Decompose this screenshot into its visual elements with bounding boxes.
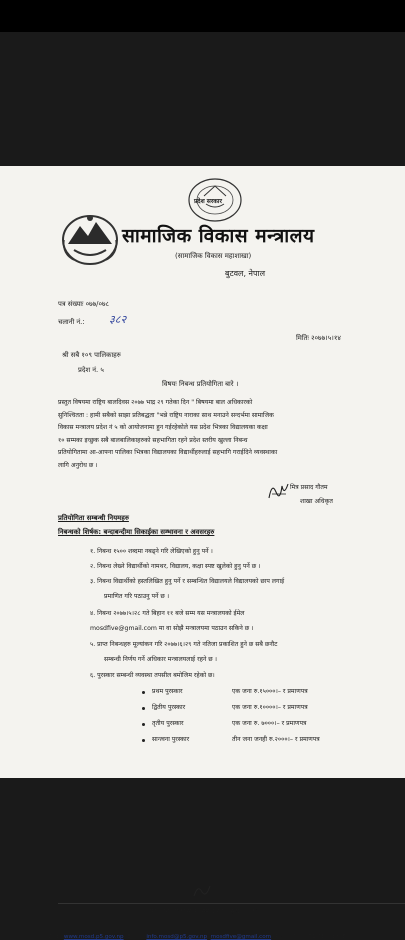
footer-contact: Web: www.mosd.p5.gov.np, Email: info.mosd@p5.gov.np, mosdfive@gmail.com, Phone No. 071-550038, 5 [48, 934, 346, 940]
addressee-line2: प्रदेश नं. ५ [78, 366, 104, 374]
bullet-icon [142, 691, 145, 694]
essay-topic: निबन्धको शिर्षक: बन्दाबन्दीमा सिकाईका सम्भावना र अवसरहरु [58, 528, 215, 536]
prize-name: द्वितीय पुरस्कार [152, 704, 186, 711]
ministry-subtitle: (सामाजिक विकास महाशाखा) [175, 252, 252, 260]
rule-item: mosdfive@gmail.com मा वा सोझै मन्त्रालयमा पठाउन सकिने छ । [90, 625, 254, 632]
footer-divider [58, 903, 405, 904]
body-line: १० सम्मका इच्छुक सबै बालबालिकाहरुको सहभागिता रहने प्रदेश स्तरीय खुल्ला निबन्ध [58, 436, 248, 444]
body-line: विकास मन्त्रालय प्रदेश नं ५ को आयोजनामा हुन गईरहेकोले यस प्रदेश भित्रका विद्यालयका कक्षा [58, 424, 268, 432]
footer-slogan: प्रदेश सरकारको सोच "समृद्ध प्रदेशः सुखी जनता" [150, 908, 260, 915]
date-label: मितिः २०७७।५।१४ [296, 334, 341, 342]
nepal-emblem-icon [60, 210, 120, 266]
rule-item: १. निबन्ध १५०० शब्दमा नबढ्ने गरि लेखिएको हुनु पर्ने । [90, 548, 213, 555]
prize-name: सान्त्वना पुरस्कार [152, 736, 190, 743]
bottom-black-area [0, 778, 405, 878]
initial-mark [192, 882, 212, 900]
phone-number: , Phone No. 071-550038, 5 [271, 934, 346, 940]
rule-item: ३. निबन्ध विद्यार्थीको हस्तलिखित हुनु पर्ने र सम्बन्धित विद्यालयले विद्यालयको छाप लगाई [90, 578, 285, 585]
prize-detail: एक जना रु. ७०००।– र प्रमाणपत्र [232, 720, 307, 727]
addressee-line1: श्री सबै १०९ पालिकाहरु [62, 351, 121, 359]
rule-item: ४. निबन्ध २०७७।५।२८ गते बिहान ११ बजे सम्म यस मन्त्रालयको ईमेल [90, 610, 245, 617]
signatory-title: शाखा अधिकृत [300, 498, 333, 505]
prize-detail: तीन जना जनही रु.२०००।– र प्रमाणपत्र [232, 736, 320, 743]
rule-item: २. निबन्ध लेख्ने विद्यार्थीको नामथर, विद्यालय, कक्षा स्पष्ट खुलेको हुनु पर्ने छ । [90, 563, 261, 570]
body-line: प्रस्तुत विषयमा राष्ट्रिय बालदिवस २०७७ भाद्र २९ गतेका दिन " बिषयमा बाल अधिकारको [58, 399, 253, 406]
signature-mark [266, 480, 292, 502]
web-label: Web: [48, 934, 63, 940]
prize-detail: एक जना रु.१००००।– र प्रमाणपत्र [232, 704, 308, 711]
ministry-title: सामाजिक विकास मन्त्रालय [122, 225, 315, 247]
signatory-name: मित्र प्रसाद गौतम [290, 484, 328, 491]
rules-heading: प्रतियोगिता सम्बन्धी नियमहरु [58, 514, 129, 522]
prize-name: प्रथम पुरस्कार [152, 688, 183, 695]
prize-name: तृतीय पुरस्कार [152, 720, 184, 727]
rule-item: प्रमाणित गरि पठाउनु पर्ने छ । [104, 593, 170, 600]
bullet-icon [142, 723, 145, 726]
rule-item: ५. प्राप्त निबन्धहरु मूल्यांकन गरि २०७७।६।२९ गते नतिजा प्रकाशित हुने छ सबै छनौट [90, 641, 278, 648]
stamp-text: प्रदेश सरकार [194, 198, 222, 205]
bullet-icon [142, 739, 145, 742]
email-link-2[interactable]: mosdfive@gmail.com [210, 934, 272, 940]
prize-detail: एक जना रु.१५०००।– र प्रमाणपत्र [232, 688, 308, 695]
body-line: सुनिश्चितता : हामी सबैको साझा प्रतिबद्धता "भन्ने राष्ट्रिय नाराका साथ मनाउने सन्दर्भमा सामाजिक [58, 411, 274, 419]
web-link[interactable]: www.mosd.p5.gov.np [63, 934, 124, 940]
patra-sankhya: पत्र संख्याः ०७७/०७८ [58, 300, 110, 308]
bullet-icon [142, 707, 145, 710]
rule-item: सम्बन्धी निर्णय गर्ने अधिकार मन्त्रालयलाई रहने छ । [104, 656, 217, 663]
email-label: , Email: [123, 934, 145, 940]
rule-item: ६. पुरस्कार सम्बन्धी व्यवस्था तपसील बमोजिम रहेको छ। [90, 672, 215, 679]
city-label: बुटवल, नेपाल [225, 269, 266, 278]
body-line: प्रतियोगितामा आ-आफ्ना पालिका भित्रका विद्यालयका विद्यार्थीहरुलाई सहभागि गराईदिने व्यवस्थाका [58, 449, 278, 457]
subject-line: विषयः निबन्ध प्रतियोगिता बारे । [162, 380, 239, 388]
letter-page [0, 166, 405, 940]
body-line: लागि अनुरोध छ । [58, 462, 98, 469]
email-link-1[interactable]: info.mosd@p5.gov.np [146, 934, 208, 940]
top-black-bar [0, 0, 405, 32]
chalani-label: चलानी नं.: [58, 318, 85, 326]
chalani-number: ३८२ [109, 313, 127, 326]
